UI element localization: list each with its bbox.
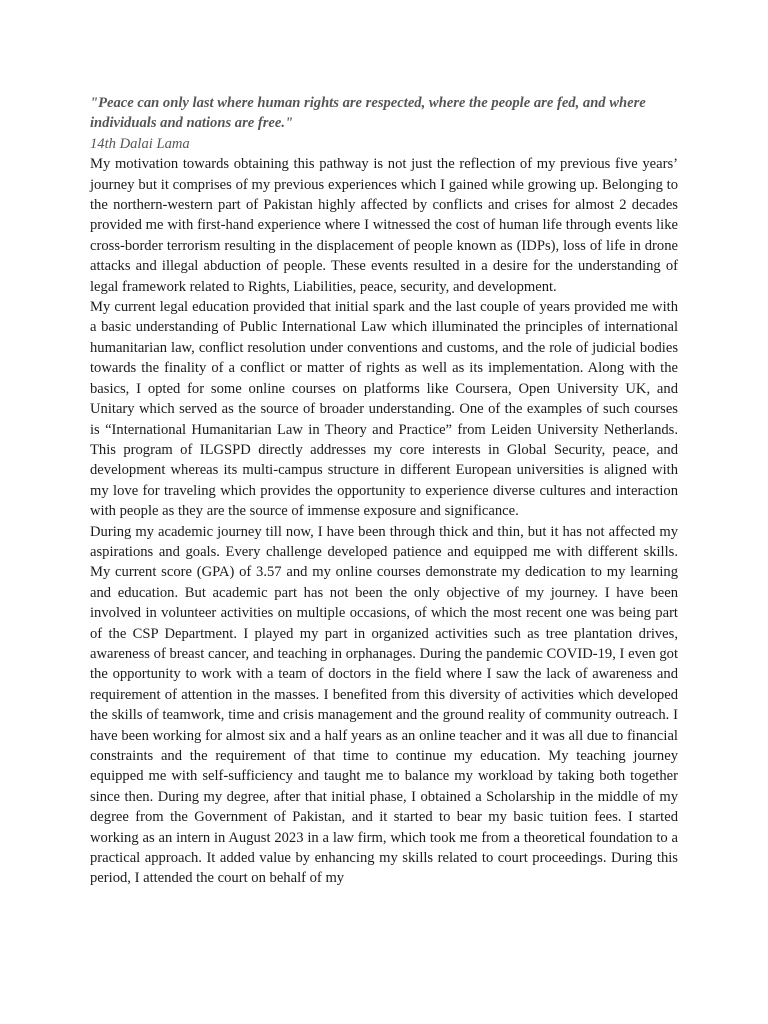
paragraph-motivation: My motivation towards obtaining this pathway is not just the reflection of my previous five years’ journey but it comprises of my previous experiences which I gained while growing up. Belonging to the northern-western part of Pakistan highly affected by conflicts and crises for almost 2 decades provided me with first-hand experience where I witnessed the cost of human life through events like cross-border terrorism resulting in the displacement of people known as (IDPs), loss of life in drone attacks and illegal abduction of people. These events resulted in a desire for the understanding of legal framework related to Rights, Liabilities, peace, security, and development. [90, 156, 678, 295]
paragraph-academic-journey: During my academic journey till now, I have been through thick and thin, but it has not affected my aspirations and goals. Every challenge developed patience and equipped me with different skills. My current score (GPA) of 3.57 and my online courses demonstrate my dedication to my learning and education. But academic part has not been the only objective of my journey. I have been involved in volunteer activities on multiple occasions, of which the most recent one was being part of the CSP Department. I played my part in organized activities such as tree plantation drives, awareness of breast cancer, and teaching in orphanages. During the pandemic COVID-19, I even got the opportunity to work with a team of doctors in the field where I saw the lack of awareness and requirement of attention in the masses. I benefited from this diversity of activities which developed the skills of teamwork, time and crisis management and the ground reality of community outreach. I have been working for almost six and a half years as an online teacher and it was all due to financial constraints and the requirement of that time to continue my education. My teaching journey equipped me with self-sufficiency and taught me to balance my workload by taking both together since then. During my degree, after that initial phase, I obtained a Scholarship in the middle of my degree from the Government of Pakistan, and it started to bear my basic tuition fees. I started working as an intern in August 2023 in a law firm, which took me from a theoretical foundation to a practical approach. It added value by enhancing my skills related to court proceedings. During this period, I attended the court on behalf of my [90, 523, 678, 887]
epigraph-attribution: 14th Dalai Lama [90, 135, 190, 152]
document-page [90, 93, 678, 889]
paragraph-legal-education: My current legal education provided that initial spark and the last couple of years provided me with a basic understanding of Public International Law which illuminated the principles of international humanitarian law, conflict resolution under conventions and customs, and the role of judicial bodies towards the finality of a conflict or matter of rights as well as its implementation. Along with the basics, I opted for some online courses on platforms like Coursera, Open University UK, and Unitary which served as the source of broader understanding. One of the examples of such courses is “International Humanitarian Law in Theory and Practice” from Leiden University Netherlands. This program of ILGSPD directly addresses my core interests in Global Security, peace, and development whereas its multi-campus structure in different European universities is aligned with my love for traveling which provides the opportunity to experience diverse cultures and interaction with people as they are the source of immense exposure and significance. [90, 299, 678, 520]
epigraph-quote: "Peace can only last where human rights are respected, where the people are fed, and where individuals and nations are free." [90, 95, 646, 132]
